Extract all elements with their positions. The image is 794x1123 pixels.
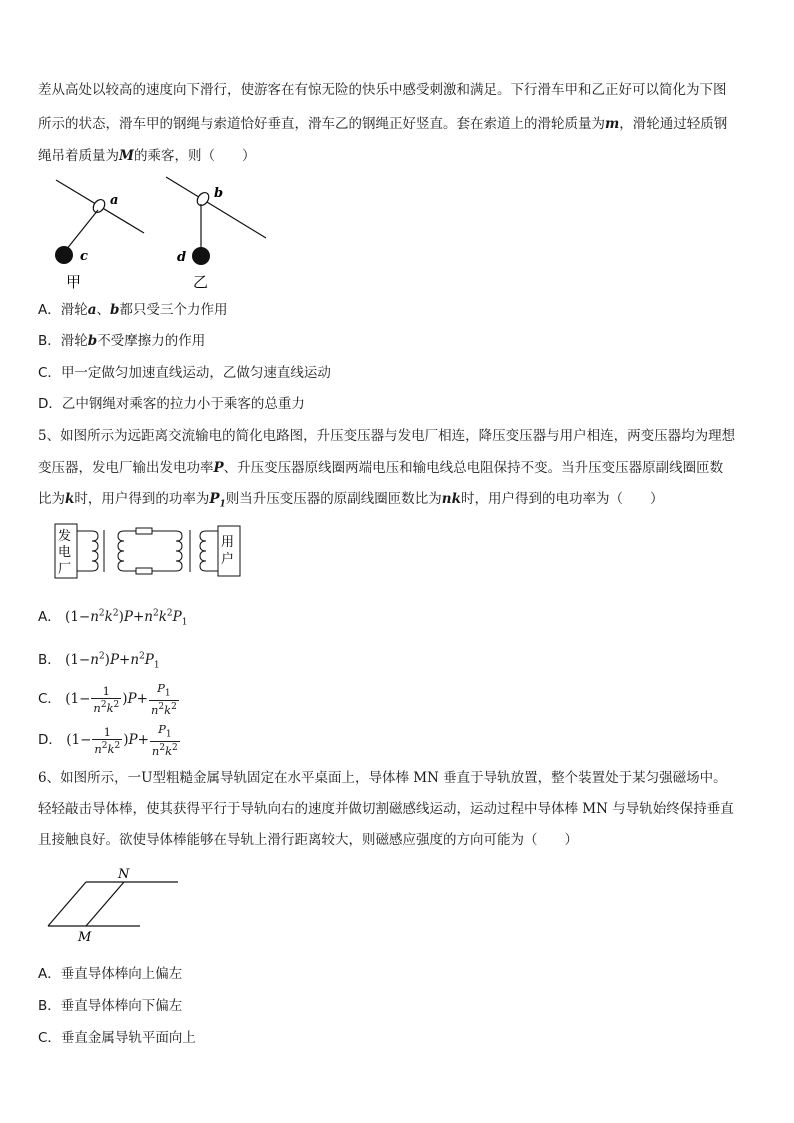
q5-option-b-label: B． bbox=[38, 652, 61, 668]
q5-d-num2: $P_1$ bbox=[150, 723, 180, 742]
q5-user-char-1: 用 bbox=[221, 535, 235, 550]
q5-c-open: (1 bbox=[65, 691, 80, 708]
q5-b-sup: 2 bbox=[98, 651, 105, 662]
q5-a-P1: P bbox=[172, 609, 182, 625]
q4-stem-line-2-text: 所示的状态，滑车甲的钢绳与索道恰好垂直，滑车乙的钢绳正好竖直。套在索道上的滑轮质量为 bbox=[38, 116, 605, 132]
q4-option-a-text-2: 都只受三个力作用 bbox=[119, 302, 228, 318]
q5-option-d-label: D． bbox=[38, 732, 62, 749]
q4-label-a: a bbox=[110, 193, 119, 208]
q6-stem-line-3: 且接触良好。欲使导体棒能够在导轨上滑行距离较大，则磁感应强度的方向可能为（ ） bbox=[38, 832, 578, 848]
q5-c-den2: $n^2k^2$ bbox=[150, 702, 177, 718]
q5-option-a-label: A． bbox=[38, 609, 61, 625]
q5-var-k: k bbox=[65, 491, 75, 507]
q5-a-P: P bbox=[123, 609, 133, 625]
q5-a-sup: 2 bbox=[152, 608, 159, 619]
q6-option-b[interactable] bbox=[38, 996, 182, 1016]
q4-option-a-text-1: 滑轮 bbox=[60, 302, 88, 318]
q5-a-open: (1 bbox=[65, 609, 79, 625]
q6-option-c-text: 垂直金属导轨平面向上 bbox=[60, 1030, 196, 1046]
q5-option-c-label: C． bbox=[38, 691, 61, 708]
q5-d-close: ) bbox=[123, 732, 129, 749]
q4-option-d-text: 乙中钢绳对乘客的拉力小于乘客的总重力 bbox=[61, 396, 305, 412]
q4-stem-line-3-a: 绳吊着质量为 bbox=[38, 148, 119, 164]
q5-d-minus: − bbox=[80, 732, 92, 749]
q5-d-den2: $n^2k^2$ bbox=[151, 743, 178, 759]
q5-plant-char-2: 电 bbox=[58, 545, 72, 560]
q5-stem-line-3-a: 比为 bbox=[38, 491, 65, 507]
q4-label-yi: 乙 bbox=[193, 273, 209, 291]
q4-option-b-text-2: 不受摩擦力的作用 bbox=[97, 333, 206, 349]
q5-b-n: n bbox=[90, 652, 99, 668]
q5-stem-line-2-a: 变压器，发电厂输出发电功率 bbox=[38, 460, 214, 476]
q5-a-P1-sub: 1 bbox=[181, 617, 188, 628]
q4-stem-line-2-tail: ，滑轮通过轻质钢 bbox=[619, 116, 728, 132]
q5-b-plus: + bbox=[119, 652, 131, 668]
q6-option-a[interactable] bbox=[38, 964, 182, 984]
q5-c-minus: − bbox=[79, 691, 91, 708]
q5-stem-line-1: 5、如图所示为远距离交流输电的简化电路图，升压变压器与发电厂相连，降压变压器与用户相连，两变压器均为理想 bbox=[38, 428, 736, 444]
q5-d-den: $n^2k^2$ bbox=[94, 740, 121, 756]
q5-d-P: P bbox=[128, 732, 138, 749]
q5-stem-line-2-b: 、升压变压器原线圈两端电压和输电线总电阻保持不变。当升压变压器原副线圈匝数 bbox=[223, 460, 724, 476]
q4-var-m: m bbox=[605, 116, 620, 132]
q5-b-minus: − bbox=[78, 652, 91, 668]
q5-a-sup: 2 bbox=[166, 608, 173, 619]
q5-a-k2: k bbox=[158, 609, 167, 625]
q6-option-c-label: C． bbox=[38, 1030, 61, 1046]
q5-d-num: 1 bbox=[92, 726, 122, 740]
q4-option-a-sep: 、 bbox=[96, 302, 110, 318]
q5-var-P1-sub: 1 bbox=[219, 499, 226, 510]
q5-d-plus: + bbox=[137, 732, 149, 749]
q5-a-close: ) bbox=[118, 609, 124, 625]
q6-option-b-text: 垂直导体棒向下偏左 bbox=[60, 998, 183, 1014]
q4-stem-line-3-b: 的乘客，则（ ） bbox=[133, 148, 256, 164]
q6-label-N: N bbox=[118, 867, 130, 882]
q6-option-b-label: B． bbox=[38, 998, 61, 1014]
q5-b-close: ) bbox=[104, 652, 110, 668]
q5-var-nk: nk bbox=[441, 491, 461, 507]
q5-a-k: k bbox=[104, 609, 113, 625]
q5-c-close: ) bbox=[122, 691, 128, 708]
q4-option-b-text-1: 滑轮 bbox=[60, 333, 88, 349]
q5-var-P: P bbox=[213, 460, 224, 476]
q5-c-P: P bbox=[127, 691, 137, 708]
q4-stem-line-1: 差从高处以较高的速度向下滑行，使游客在有惊无险的快乐中感受刺激和满足。下行滑车甲和乙正好可以简化为下图 bbox=[38, 82, 727, 98]
q5-b-sup: 2 bbox=[139, 651, 145, 662]
q6-stem-line-1: 6、如图所示，一U型粗糙金属导轨固定在水平桌面上，导体棒 MN 垂直于导轨放置，整个装置处于某匀强磁场中。 bbox=[38, 770, 727, 786]
q5-var-P1: P bbox=[209, 491, 220, 507]
q5-d-open: (1 bbox=[66, 732, 81, 749]
q5-a-sup: 2 bbox=[112, 608, 119, 619]
q5-c-plus: + bbox=[136, 691, 148, 708]
q5-stem-line-3-b: 时，用户得到的功率为 bbox=[74, 491, 210, 507]
q4-label-d: d bbox=[177, 250, 187, 265]
q5-stem-line-3-c: 则当升压变压器的原副线圈匝数比为 bbox=[225, 491, 442, 507]
q5-stem-line-3-d: 时，用户得到的电功率为（ ） bbox=[460, 491, 664, 507]
q5-a-sup: 2 bbox=[98, 608, 105, 619]
q5-a-n: n bbox=[90, 609, 99, 625]
q5-b-P1-sub: 1 bbox=[153, 660, 160, 671]
q4-option-c-label: C． bbox=[38, 365, 61, 381]
q5-plant-char-3: 厂 bbox=[58, 562, 72, 577]
q5-plant-char-1: 发 bbox=[58, 529, 72, 544]
q4-option-b-label: B． bbox=[38, 333, 61, 349]
q6-option-a-label: A． bbox=[38, 966, 61, 982]
q5-user-char-2: 户 bbox=[221, 552, 235, 567]
q4-var-M: M bbox=[119, 148, 134, 164]
q4-label-jia: 甲 bbox=[66, 273, 82, 291]
q6-rail-end bbox=[48, 882, 86, 926]
q4-label-c: c bbox=[80, 249, 88, 264]
q5-c-den: $n^2k^2$ bbox=[93, 699, 120, 715]
q5-b-P1: P bbox=[144, 652, 154, 668]
q4-option-b-var-b: b bbox=[87, 333, 98, 349]
q4-option-a-label: A． bbox=[38, 302, 61, 318]
q6-label-M: M bbox=[78, 930, 92, 945]
q5-c-num2: $P_1$ bbox=[149, 682, 179, 701]
q5-a-n2: n bbox=[144, 609, 153, 625]
q6-stem-line-2: 轻轻敲击导体棒，使其获得平行于导轨向右的速度并做切割磁感线运动，运动过程中导体棒 MN 与导轨始终保持垂直 bbox=[38, 801, 734, 817]
q4-label-b: b bbox=[214, 186, 224, 201]
q4-option-c-text: 甲一定做匀加速直线运动，乙做匀速直线运动 bbox=[60, 365, 331, 381]
q4-option-a-var-b: b bbox=[110, 302, 120, 318]
q5-a-minus: − bbox=[78, 609, 91, 625]
q5-b-P: P bbox=[109, 652, 120, 668]
q6-rod-MN bbox=[86, 882, 124, 926]
q5-b-n2: n bbox=[130, 652, 140, 668]
q5-a-plus: + bbox=[132, 609, 145, 625]
q6-option-a-text: 垂直导体棒向上偏左 bbox=[60, 966, 183, 982]
q5-c-num: 1 bbox=[91, 685, 121, 699]
q4-option-d-label: D． bbox=[38, 396, 62, 412]
q6-option-c[interactable] bbox=[38, 1028, 196, 1048]
q5-b-open: (1 bbox=[65, 652, 79, 668]
q4-option-a-var-a: a bbox=[87, 302, 97, 318]
